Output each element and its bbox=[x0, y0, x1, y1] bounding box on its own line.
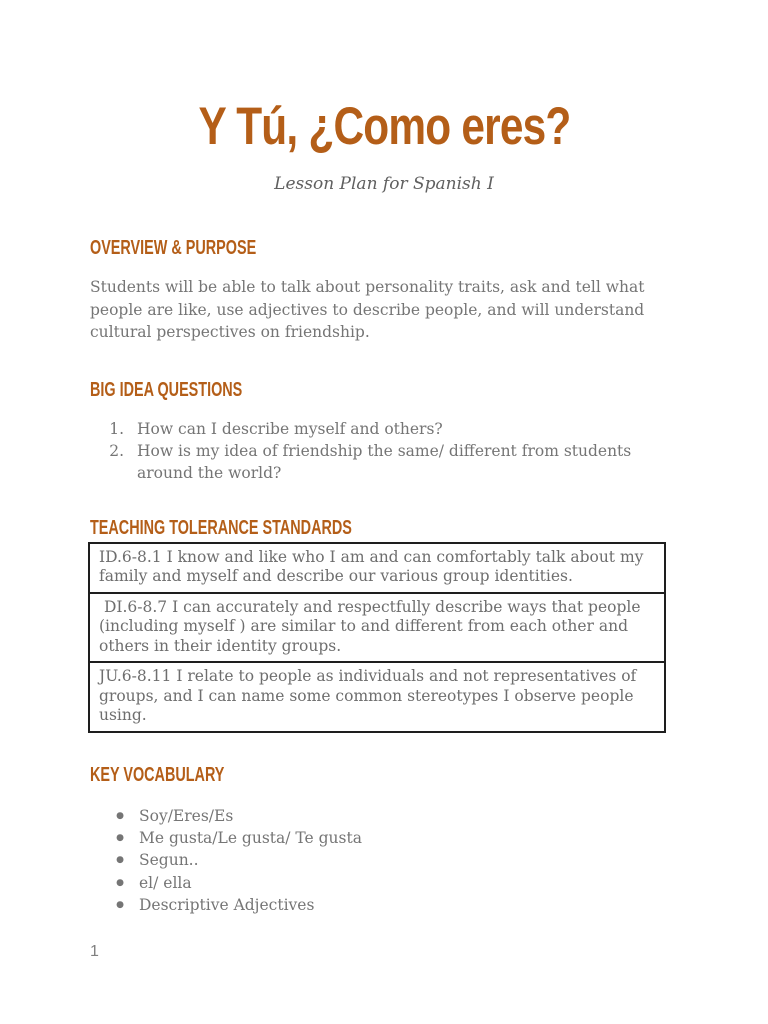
heading-big-idea-questions bbox=[90, 378, 678, 402]
table-row bbox=[89, 593, 665, 663]
heading-key-vocabulary bbox=[90, 763, 678, 787]
list-item bbox=[90, 849, 678, 871]
document-subtitle: Lesson Plan for Spanish I bbox=[274, 174, 494, 194]
vocabulary-list bbox=[90, 805, 678, 917]
vocabulary-item-text: Soy/Eres/Es bbox=[139, 806, 234, 825]
bullet-icon: ● bbox=[116, 900, 124, 911]
heading-overview-purpose-text: OVERVIEW & PURPOSE bbox=[90, 237, 257, 259]
bullet-icon: ● bbox=[116, 855, 124, 866]
page-number: 1 bbox=[90, 943, 99, 960]
heading-big-idea-questions-text: BIG IDEA QUESTIONS bbox=[90, 378, 243, 401]
standards-cell-id-6-8-1: ID.6-8.1 I know and like who I am and can comfortably talk about my family and myself and describe our various group identities. bbox=[89, 543, 665, 593]
vocabulary-item-text: Segun.. bbox=[139, 851, 199, 870]
document-title bbox=[90, 92, 678, 162]
bullet-icon: ● bbox=[116, 810, 124, 821]
heading-teaching-tolerance-standards bbox=[90, 516, 678, 540]
table-row bbox=[89, 662, 665, 732]
standards-cell-di-6-8-7: DI.6-8.7 I can accurately and respectfully describe ways that people (including myself ) are similar to and different from each other and others in their identity groups. bbox=[89, 593, 665, 663]
heading-key-vocabulary-text: KEY VOCABULARY bbox=[90, 763, 225, 786]
bullet-icon: ● bbox=[116, 832, 124, 843]
table-row bbox=[89, 543, 665, 593]
heading-teaching-tolerance-standards-text: TEACHING TOLERANCE STANDARDS bbox=[90, 516, 352, 539]
big-idea-list bbox=[90, 418, 678, 484]
numbered-list-item bbox=[90, 418, 678, 440]
list-item bbox=[90, 805, 678, 827]
numbered-list-item-text: How can I describe myself and others? bbox=[137, 419, 443, 438]
bullet-icon: ● bbox=[116, 877, 124, 888]
standards-table bbox=[88, 542, 666, 733]
vocabulary-item-text: Descriptive Adjectives bbox=[139, 896, 315, 915]
list-number: 2. bbox=[109, 441, 124, 460]
numbered-list-item-text: How is my idea of friendship the same/ different from students around the world? bbox=[137, 441, 632, 482]
heading-overview-purpose bbox=[90, 236, 678, 260]
document-title-text: Y Tú, ¿Como eres? bbox=[198, 97, 570, 156]
document-content bbox=[0, 92, 768, 917]
numbered-list-item bbox=[90, 440, 678, 484]
standards-cell-ju-6-8-11: JU.6-8.11 I relate to people as individuals and not representatives of groups, and I can name some common stereotypes I observe people using. bbox=[89, 662, 665, 732]
list-number: 1. bbox=[109, 419, 124, 438]
list-item bbox=[90, 827, 678, 849]
vocabulary-item-text: el/ ella bbox=[139, 873, 192, 892]
list-item bbox=[90, 894, 678, 916]
list-item bbox=[90, 872, 678, 894]
overview-paragraph: Students will be able to talk about personality traits, ask and tell what people are like, use adjectives to describe people, and will understand cultural perspectives on friendship. bbox=[90, 278, 645, 341]
vocabulary-item-text: Me gusta/Le gusta/ Te gusta bbox=[139, 828, 362, 847]
